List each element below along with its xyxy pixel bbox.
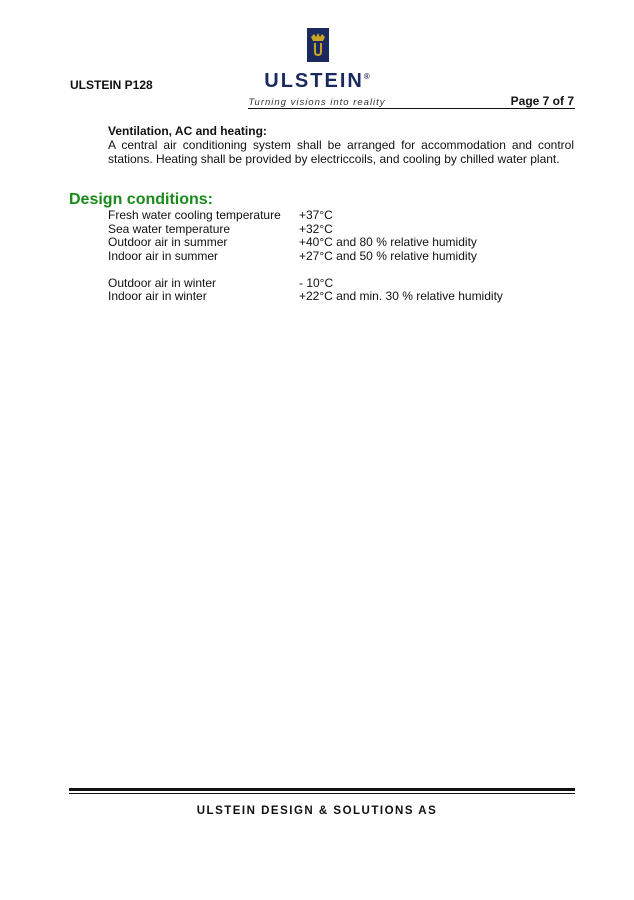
condition-row — [108, 209, 503, 223]
condition-label: Sea water temperature — [108, 221, 231, 236]
brand-tagline: Turning visions into reality — [248, 97, 386, 108]
design-conditions-heading: Design conditions: — [69, 191, 213, 208]
condition-label: Indoor air in summer — [108, 248, 219, 263]
footer-company-name: ULSTEIN DESIGN & SOLUTIONS AS — [196, 805, 438, 817]
condition-label: Outdoor air in summer — [108, 235, 228, 249]
condition-label: Indoor air in winter — [108, 289, 207, 303]
footer-divider-thin — [69, 793, 575, 794]
condition-value: - 10°C — [299, 275, 334, 290]
condition-row — [108, 250, 503, 264]
condition-label: Fresh water cooling temperature — [108, 208, 281, 222]
header-divider — [248, 108, 575, 109]
condition-row — [108, 223, 503, 237]
condition-value: +40°C and 80 % relative humidity — [299, 235, 477, 249]
footer-divider-thick — [69, 788, 575, 791]
condition-value: +22°C and min. 30 % relative humidity — [299, 289, 503, 303]
document-id: ULSTEIN P128 — [70, 78, 153, 92]
ventilation-paragraph: A central air conditioning system shall be arranged for accommodation and control stations. Heating shall be provided by electriccoils, and cooling by chilled water plant. — [108, 138, 574, 166]
page-number: Page 7 of 7 — [510, 94, 574, 108]
condition-row — [108, 277, 503, 291]
condition-value: +37°C — [299, 208, 333, 222]
condition-row — [108, 290, 503, 304]
condition-value: +27°C and 50 % relative humidity — [299, 248, 477, 263]
registered-mark: ® — [363, 72, 370, 81]
ventilation-heading: Ventilation, AC and heating: — [108, 124, 267, 138]
brand-logo-text: ULSTEIN® — [264, 70, 370, 92]
group-spacer — [108, 263, 503, 277]
condition-label: Outdoor air in winter — [108, 275, 217, 290]
condition-value: +32°C — [299, 221, 333, 236]
design-conditions-list — [108, 209, 503, 304]
condition-row — [108, 236, 503, 250]
ulstein-crest-icon — [307, 28, 329, 62]
